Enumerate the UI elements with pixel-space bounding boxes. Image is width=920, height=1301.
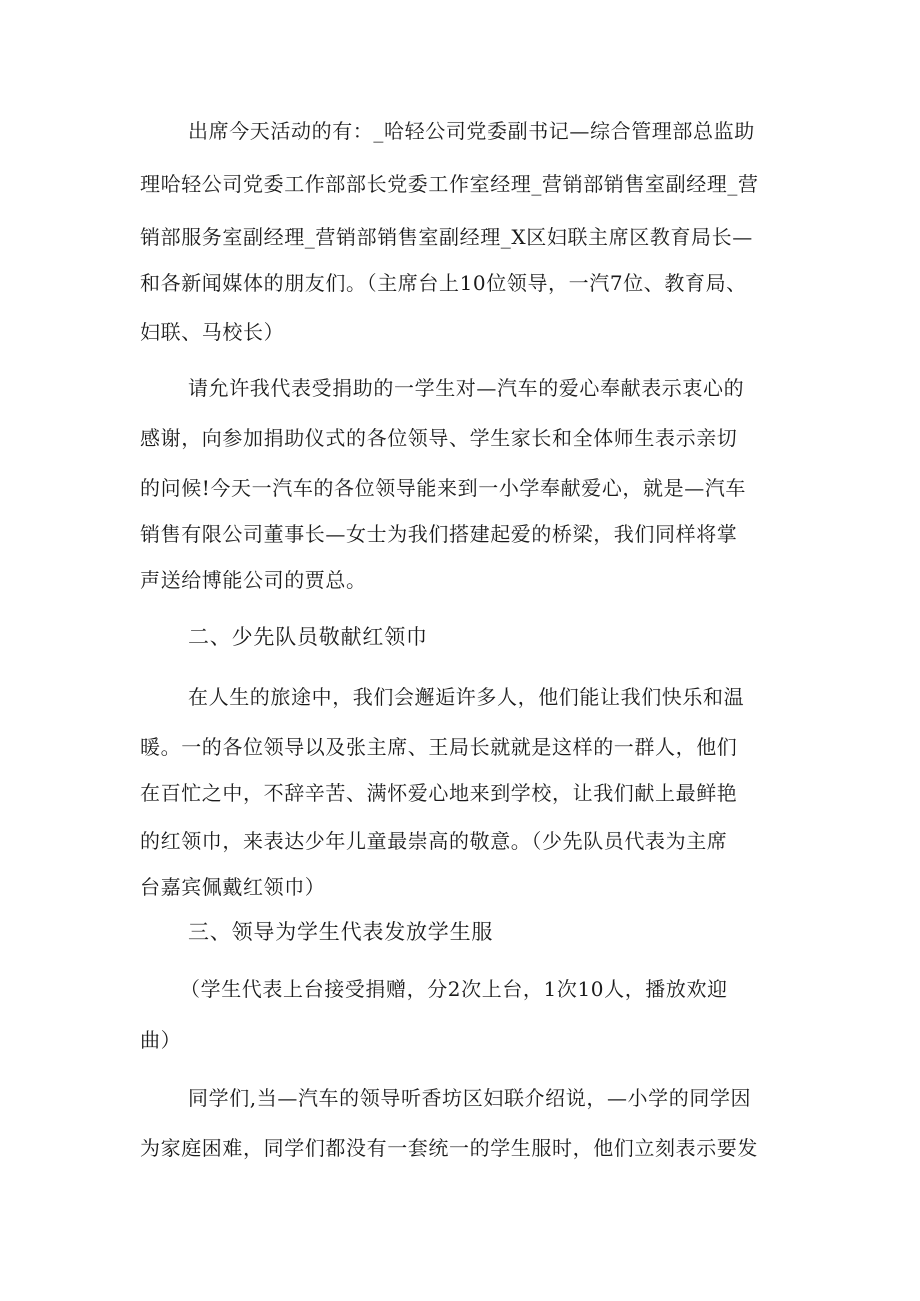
text-line: 为家庭困难，同学们都没有一套统一的学生服时，他们立刻表示要发 (140, 1136, 758, 1160)
text-line: 请允许我代表受捐助的一学生对—汽车的爱心奉献表示衷心的 (188, 376, 745, 400)
text-line: 在百忙之中，不辞辛苦、满怀爱心地来到学校，让我们献上最鲜艳 (140, 781, 738, 805)
text-line: 声送给博能公司的贾总。 (140, 568, 367, 592)
text-line: （学生代表上台接受捐赠，分2次上台，1次10人，播放欢迎 (180, 977, 728, 1001)
text-line: 妇联、马校长） (140, 320, 285, 344)
text-line: 台嘉宾佩戴红领巾） (140, 875, 326, 899)
section-heading-2: 二、少先队员敬献红领巾 (188, 625, 428, 649)
text-line: 曲） (140, 1028, 182, 1052)
text-line: 和各新闻媒体的朋友们。（主席台上10位领导，一汽7位、教育局、 (140, 271, 747, 295)
text-line: 在人生的旅途中，我们会邂逅许多人，他们能让我们快乐和温 (188, 685, 745, 709)
text-line: 销售有限公司董事长—女士为我们搭建起爱的桥梁，我们同样将掌 (140, 522, 738, 546)
text-line: 暖。一的各位领导以及张主席、王局长就就是这样的一群人，他们 (140, 735, 738, 759)
text-line: 出席今天活动的有：_哈轻公司党委副书记—综合管理部总监助 (188, 119, 755, 143)
text-line: 感谢，向参加捐助仪式的各位领导、学生家长和全体师生表示亲切 (140, 426, 738, 450)
text-line: 理哈轻公司党委工作部部长党委工作室经理_营销部销售室副经理_营 (140, 172, 759, 196)
text-line: 的红领巾，来表达少年儿童最崇高的敬意。（少先队员代表为主席 (140, 829, 728, 853)
section-heading-3: 三、领导为学生代表发放学生服 (188, 920, 494, 944)
text-line: 销部服务室副经理_营销部销售室副经理_X区妇联主席区教育局长— (140, 225, 753, 249)
text-line: 同学们,当—汽车的领导听香坊区妇联介绍说，—小学的同学因 (188, 1086, 752, 1110)
text-line: 的问候!今天一汽车的各位领导能来到一小学奉献爱心，就是—汽车 (140, 476, 747, 500)
